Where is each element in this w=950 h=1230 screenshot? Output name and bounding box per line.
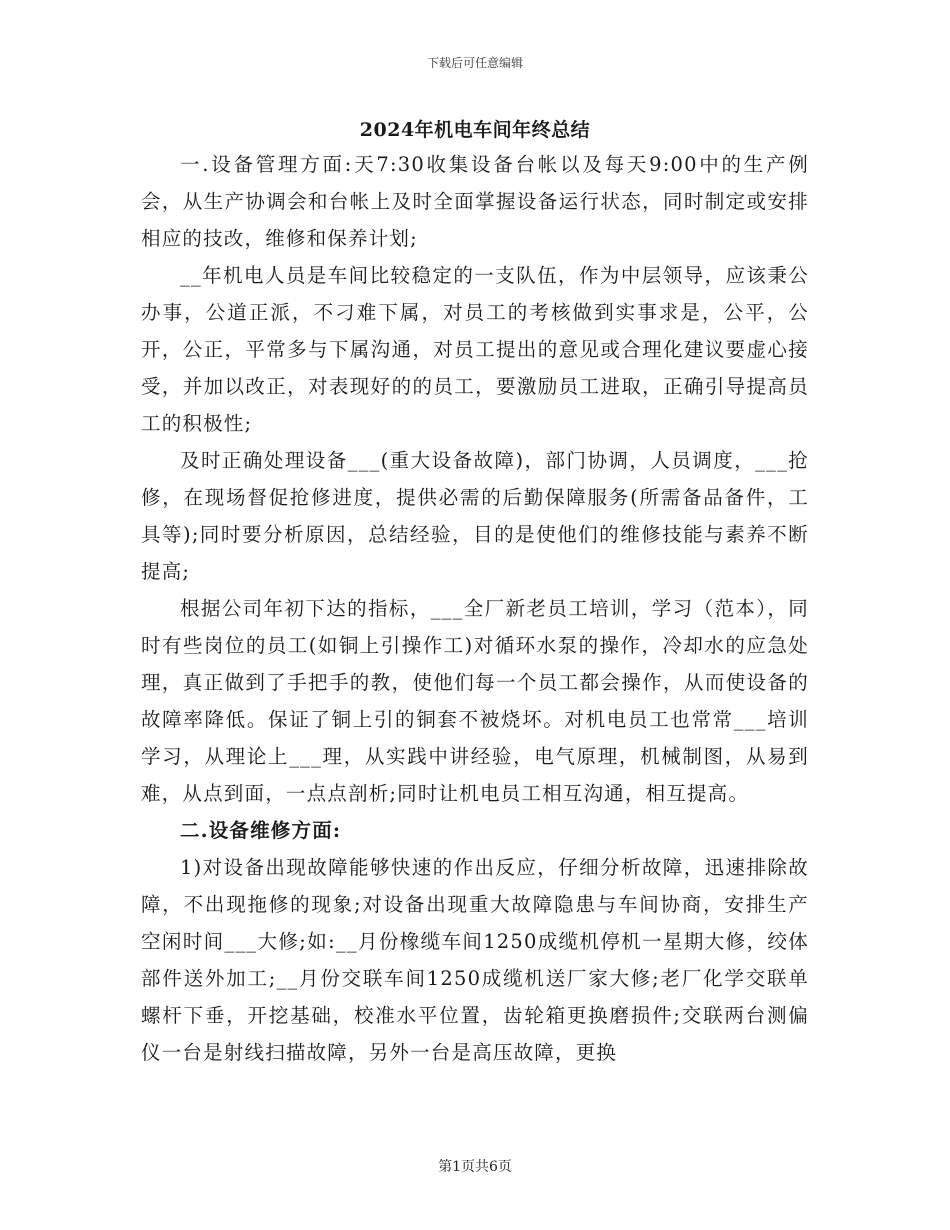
- document-body: [141, 146, 809, 1071]
- paragraph-maintenance-response: 1)对设备出现故障能够快速的作出反应，仔细分析故障，迅速排除故障，不出现拖修的现象;对设备出现重大故障隐患与车间协商，安排生产空闲时间___大修;如:__月份橡缆车间1250成缆机停机一星期大修，绞体部件送外加工;__月份交联车间1250成缆机送厂家大修;老厂化学交联单螺杆下垂，开挖基础，校准水平位置，齿轮箱更换磨损件;交联两台测偏仪一台是射线扫描故障，另外一台是高压故障，更换: [141, 856, 809, 1064]
- document-title: 2024年机电车间年终总结: [359, 119, 591, 141]
- paragraph-training: 根据公司年初下达的指标，___全厂新老员工培训，学习（范本），同时有些岗位的员工(如铜上引操作工)对循环水泵的操作，冷却水的应急处理，真正做到了手把手的教，使他们每一个员工都会操作，从而使设备的故障率降低。保证了铜上引的铜套不被烧坏。对机电员工也常常___培训学习，从理论上___理，从实践中讲经验，电气原理，机械制图，从易到难，从点到面，一点点剖析;同时让机电员工相互沟通，相互提高。: [141, 597, 809, 805]
- paragraph-fault-handling: 及时正确处理设备___(重大设备故障)，部门协调，人员调度，___抢修，在现场督促抢修进度，提供必需的后勤保障服务(所需备品备件，工具等);同时要分析原因，总结经验，目的是使他们的维修技能与素养不断提高;: [141, 449, 809, 583]
- paragraph-staff: __年机电人员是车间比较稳定的一支队伍，作为中层领导，应该秉公办事，公道正派，不刁难下属，对员工的考核做到实事求是，公平，公开，公正，平常多与下属沟通，对员工提出的意见或合理化建议要虚心接受，并加以改正，对表现好的的员工，要激励员工进取，正确引导提高员工的积极性;: [141, 264, 809, 435]
- paragraph-equipment-management: 一.设备管理方面:天7:30收集设备台帐以及每天9:00中的生产例会，从生产协调会和台帐上及时全面掌握设备运行状态，同时制定或安排相应的技改，维修和保养计划;: [141, 153, 809, 250]
- header-note: 下载后可任意编辑: [426, 56, 523, 70]
- page-number: 第1页共6页: [438, 1159, 512, 1175]
- section-heading-maintenance: 二.设备维修方面:: [180, 819, 342, 842]
